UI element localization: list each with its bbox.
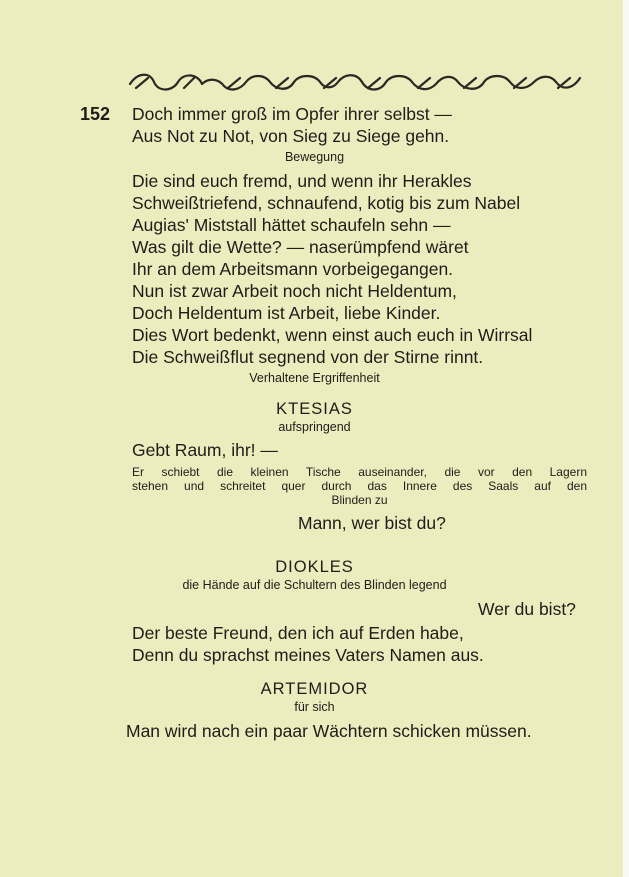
speaker-name: DIOKLES: [275, 558, 354, 576]
page-edge: [623, 0, 629, 877]
speaker-name: ARTEMIDOR: [260, 680, 369, 698]
speaker-direction: für sich: [294, 700, 335, 714]
verse-line: Schweißtriefend, schnaufend, kotig bis zum Nabel: [132, 193, 521, 213]
verse-line: Gebt Raum, ihr! —: [132, 440, 278, 460]
stage-direction: Bewegung: [284, 150, 345, 164]
decorative-ornament-border: [128, 70, 582, 96]
speaker-name: KTESIAS: [276, 400, 353, 418]
verse-line: Die sind euch fremd, und wenn ihr Herakles: [132, 171, 472, 191]
verse-line: Doch immer groß im Opfer ihrer selbst —: [132, 104, 452, 124]
verse-line: Denn du sprachst meines Vaters Namen aus.: [132, 645, 484, 665]
stage-direction-line: Er schiebt die kleinen Tische auseinander, die vor den Lagern: [132, 465, 587, 479]
page-number: 152: [80, 104, 111, 124]
verse-line: Man wird nach ein paar Wächtern schicken müssen.: [126, 721, 532, 741]
stage-direction-line: stehen und schreitet quer durch das Innere des Saals auf den: [132, 479, 587, 493]
stage-direction: Verhaltene Ergriffenheit: [249, 371, 380, 385]
verse-line: Aus Not zu Not, von Sieg zu Siege gehn.: [132, 126, 450, 146]
verse-line: Die Schweißflut segnend von der Stirne rinnt.: [132, 347, 484, 367]
verse-line: Dies Wort bedenkt, wenn einst auch euch in Wirrsal: [132, 325, 533, 345]
speaker-direction: aufspringend: [278, 420, 351, 434]
verse-line: Augias' Miststall hättet schaufeln sehn —: [132, 215, 451, 235]
verse-line: Was gilt die Wette? — naserümpfend wäret: [132, 237, 469, 257]
verse-line: Mann, wer bist du?: [298, 513, 446, 533]
verse-line: Doch Heldentum ist Arbeit, liebe Kinder.: [132, 303, 441, 323]
verse-line: Nun ist zwar Arbeit noch nicht Heldentum,: [132, 281, 457, 301]
verse-line: Wer du bist?: [478, 599, 576, 619]
speaker-direction: die Hände auf die Schultern des Blinden legend: [182, 578, 447, 592]
verse-line: Der beste Freund, den ich auf Erden habe,: [132, 623, 464, 643]
stage-direction-line: Blinden zu: [331, 493, 388, 507]
verse-line: Ihr an dem Arbeitsmann vorbeigegangen.: [132, 259, 454, 279]
